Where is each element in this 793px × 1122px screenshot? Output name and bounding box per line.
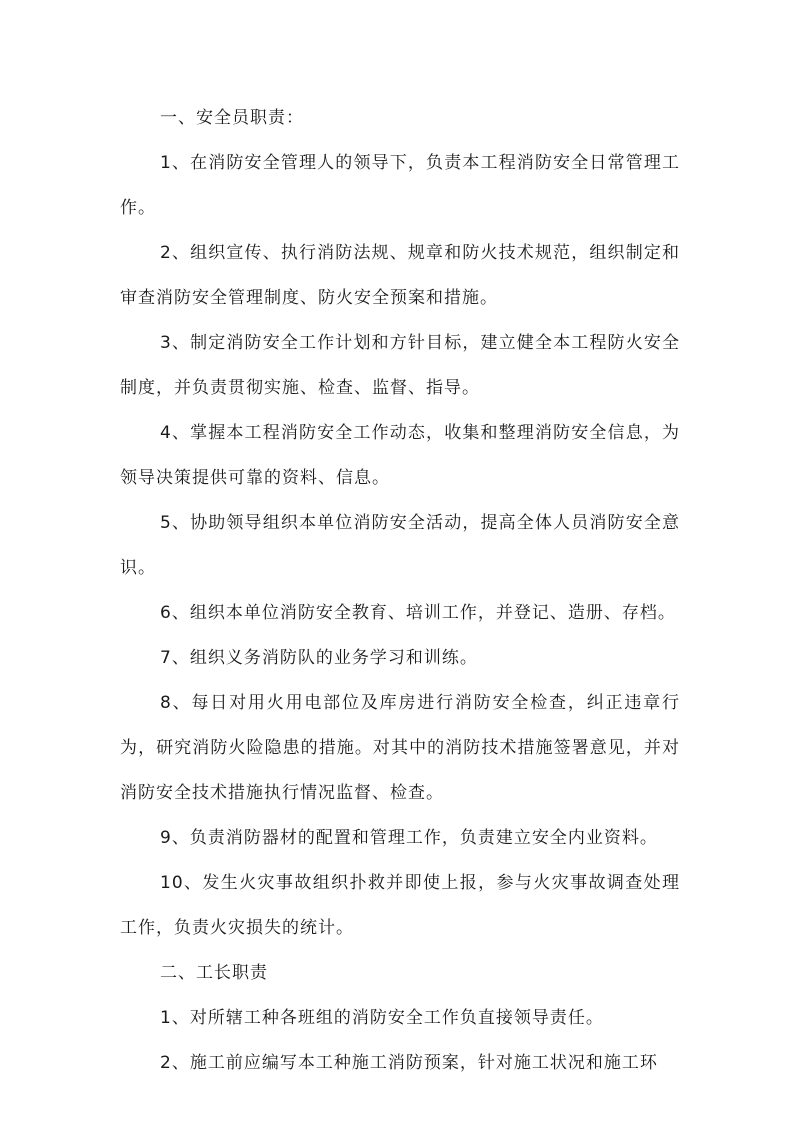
paragraph-foreman-item-1: 1、对所辖工种各班组的消防安全工作负直接领导责任。: [160, 1008, 604, 1028]
paragraph-item-5: 5、协助领导组织本单位消防安全活动，提高全体人员消防安全意识。: [120, 513, 680, 578]
paragraph-item-9: 9、负责消防器材的配置和管理工作，负责建立安全内业资料。: [160, 828, 658, 848]
document-body: [120, 96, 680, 1086]
paragraph-item-7: 7、组织义务消防队的业务学习和训练。: [160, 648, 478, 668]
paragraph-item-4: 4、掌握本工程消防安全工作动态，收集和整理消防安全信息，为领导决策提供可靠的资料、信息。: [120, 423, 680, 488]
paragraph-item-2: 2、组织宣传、执行消防法规、规章和防火技术规范，组织制定和审查消防安全管理制度、防火安全预案和措施。: [120, 243, 680, 308]
paragraph-foreman-item-2: 2、施工前应编写本工种施工消防预案，针对施工状况和施工环: [160, 1053, 658, 1073]
paragraph-item-6: 6、组织本单位消防安全教育、培训工作，并登记、造册、存档。: [160, 603, 676, 623]
paragraph-item-10: 10、发生火灾事故组织扑救并即使上报，参与火灾事故调查处理工作，负责火灾损失的统计。: [120, 873, 680, 938]
section-heading-safety-officer: 一、安全员职责：: [160, 108, 304, 128]
paragraph-item-8: 8、每日对用火用电部位及库房进行消防安全检查，纠正违章行为，研究消防火险隐患的措施。对其中的消防技术措施签署意见，并对消防安全技术措施执行情况监督、检查。: [120, 693, 680, 803]
paragraph-item-3: 3、制定消防安全工作计划和方针目标，建立健全本工程防火安全制度，并负责贯彻实施、检查、监督、指导。: [120, 333, 680, 398]
section-heading-foreman: 二、工长职责: [160, 963, 268, 983]
paragraph-item-1: 1、在消防安全管理人的领导下，负责本工程消防安全日常管理工作。: [120, 153, 680, 218]
